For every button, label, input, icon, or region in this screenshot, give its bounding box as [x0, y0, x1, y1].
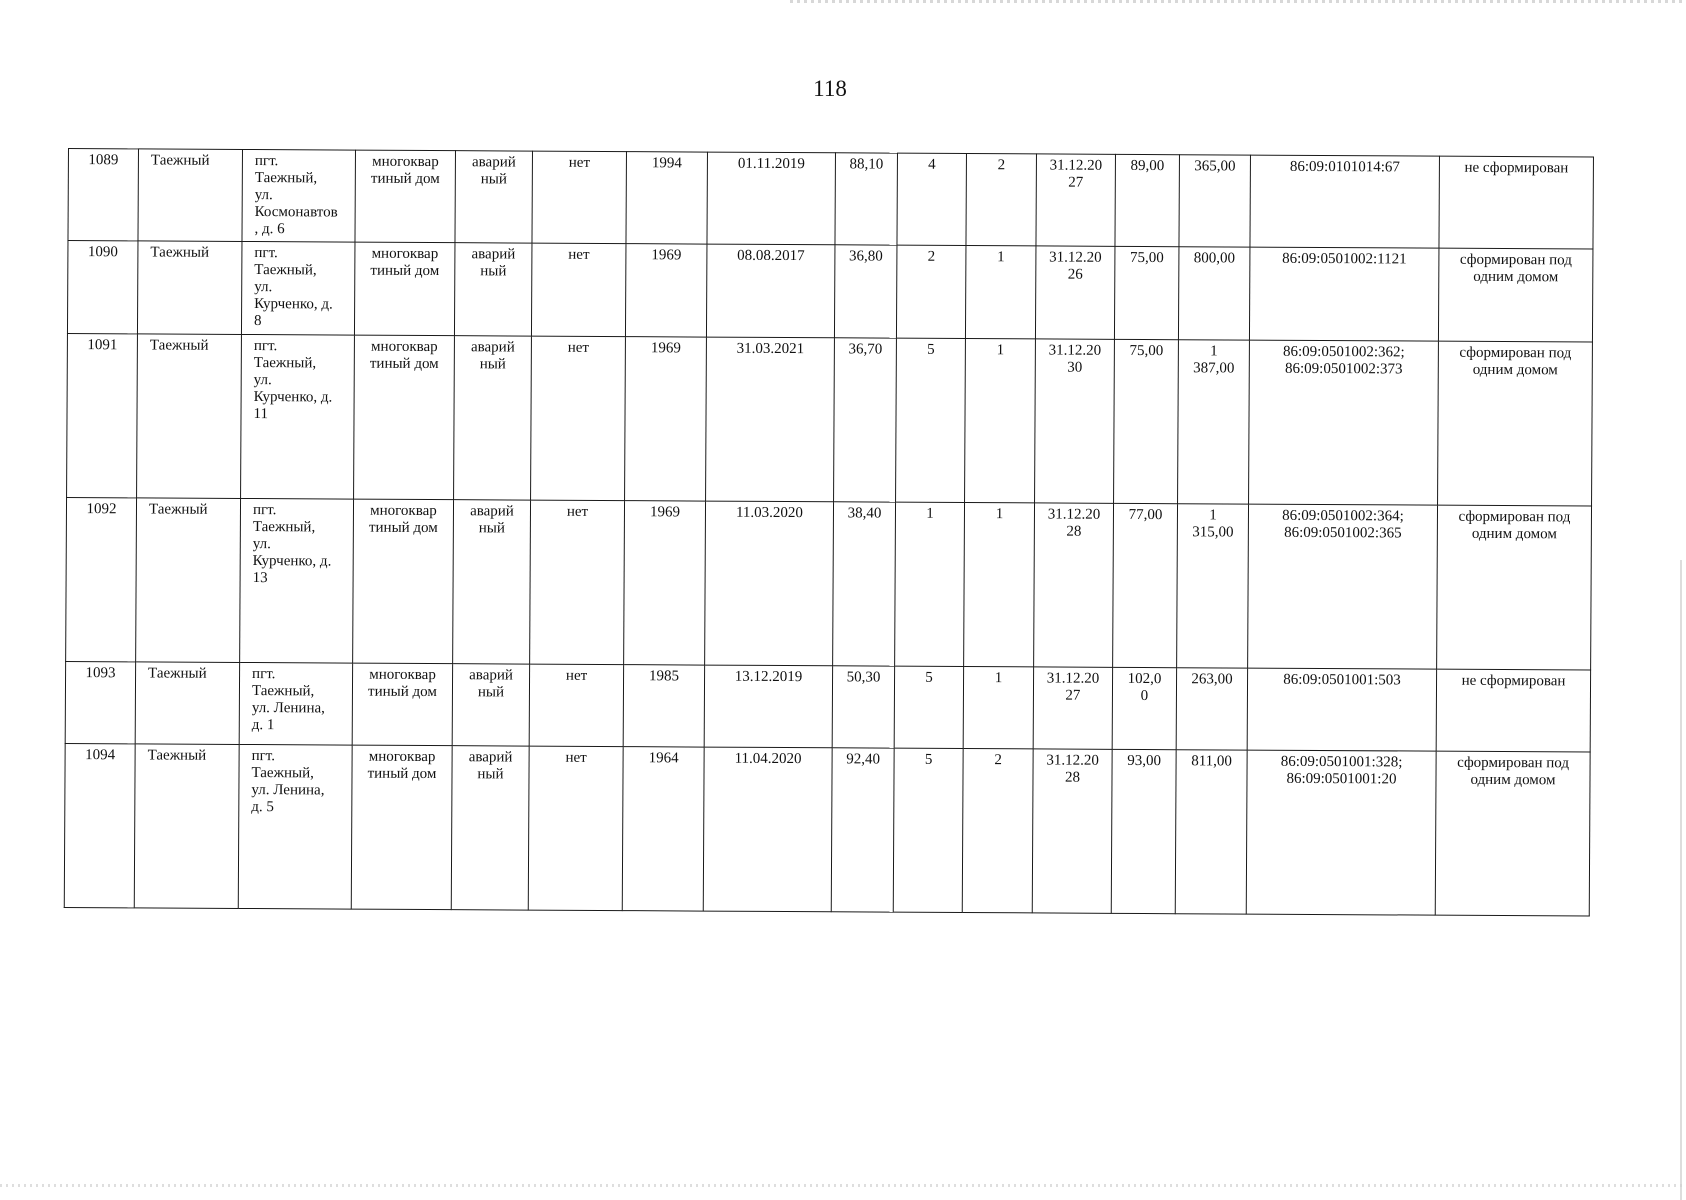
table-row — [65, 661, 1590, 752]
cell-value-1: 75,00 — [1114, 339, 1179, 503]
cell-value-2: 365,00 — [1179, 155, 1251, 247]
cell-house-type: многоквар тиный дом — [351, 745, 452, 910]
cell-land-status: сформирован под одним домом — [1438, 341, 1593, 506]
cell-condition: аварий ный — [454, 336, 532, 500]
cell-year: 1994 — [626, 152, 708, 244]
cell-date: 11.04.2020 — [703, 747, 832, 912]
cell-value-1: 89,00 — [1115, 154, 1180, 246]
cell-count-1: 5 — [894, 666, 963, 748]
cell-count-2: 1 — [963, 667, 1033, 749]
cell-count-2: 1 — [964, 503, 1035, 667]
cell-count-2: 2 — [962, 749, 1033, 913]
cell-year: 1964 — [622, 747, 704, 911]
cell-number: 1092 — [66, 497, 137, 661]
cell-value-2: 800,00 — [1178, 247, 1250, 340]
cell-flag: нет — [530, 500, 625, 665]
cell-count-2: 2 — [966, 154, 1037, 246]
cell-land-status: сформирован под одним домом — [1435, 751, 1590, 916]
cell-settlement: Таежный — [136, 498, 241, 663]
cell-settlement: Таежный — [138, 149, 243, 242]
cell-area: 50,30 — [832, 666, 894, 748]
table-row — [67, 333, 1593, 506]
cell-condition: аварий ный — [455, 151, 533, 243]
cell-value-1: 102,0 0 — [1112, 667, 1176, 749]
cell-flag: нет — [528, 746, 623, 911]
table-row — [66, 497, 1592, 670]
cell-number: 1091 — [67, 333, 138, 497]
cell-settlement: Таежный — [137, 241, 242, 335]
cell-date: 08.08.2017 — [706, 244, 835, 338]
cell-count-1: 4 — [897, 153, 967, 245]
cell-house-type: многоквар тиный дом — [354, 335, 455, 500]
table-row — [67, 241, 1592, 343]
cell-settlement: Таежный — [135, 662, 239, 745]
cell-number: 1090 — [67, 241, 138, 334]
cell-value-2: 1 315,00 — [1177, 504, 1249, 668]
cell-address: пгт. Таежный, ул. Курченко, д. 13 — [240, 498, 354, 663]
housing-table — [64, 148, 1594, 917]
cell-deadline: 31.12.20 27 — [1033, 667, 1112, 749]
cell-deadline: 31.12.20 28 — [1034, 503, 1114, 667]
cell-address: пгт. Таежный, ул. Курченко, д. 11 — [241, 334, 355, 499]
cell-deadline: 31.12.20 26 — [1035, 246, 1115, 339]
cell-number: 1093 — [65, 661, 135, 743]
cell-condition: аварий ный — [454, 243, 532, 336]
cell-count-1: 5 — [896, 338, 966, 502]
cell-value-2: 1 387,00 — [1178, 340, 1250, 504]
cell-deadline: 31.12.20 30 — [1035, 339, 1115, 503]
cell-address: пгт. Таежный, ул. Космонавтов , д. 6 — [242, 149, 356, 242]
cell-settlement: Таежный — [134, 744, 239, 909]
housing-table-wrapper — [64, 148, 1593, 917]
cell-value-2: 263,00 — [1176, 668, 1247, 750]
cell-address: пгт. Таежный, ул. Курченко, д. 8 — [241, 241, 355, 335]
cell-condition: аварий ный — [451, 746, 529, 910]
cell-count-2: 1 — [965, 339, 1036, 503]
cell-house-type: многоквар тиный дом — [355, 150, 456, 243]
cell-year: 1969 — [624, 501, 706, 665]
cell-cadastral: 86:09:0501002:364; 86:09:0501002:365 — [1248, 504, 1438, 669]
cell-area: 36,70 — [834, 338, 897, 502]
cell-flag: нет — [531, 336, 626, 501]
cell-count-1: 1 — [895, 502, 965, 666]
page-number: 118 — [813, 76, 847, 101]
cell-value-1: 77,00 — [1113, 503, 1178, 667]
cell-land-status: не сформирован — [1436, 669, 1590, 752]
cell-flag: нет — [532, 151, 627, 244]
cell-number: 1094 — [64, 743, 135, 907]
cell-count-1: 2 — [896, 245, 966, 338]
scan-edge-right — [1680, 560, 1682, 1200]
cell-flag: нет — [531, 243, 626, 337]
cell-year: 1969 — [625, 337, 707, 501]
cell-cadastral: 86:09:0501001:503 — [1247, 668, 1436, 751]
table-row — [68, 149, 1593, 250]
table-row — [64, 743, 1590, 916]
cell-address: пгт. Таежный, ул. Ленина, д. 1 — [239, 662, 352, 745]
cell-area: 92,40 — [831, 748, 894, 912]
cell-value-2: 811,00 — [1175, 750, 1247, 914]
cell-date: 13.12.2019 — [704, 665, 832, 748]
scan-edge-bottom — [0, 1184, 1686, 1187]
cell-cadastral: 86:09:0501001:328; 86:09:0501001:20 — [1246, 750, 1436, 915]
cell-cadastral: 86:09:0501002:362; 86:09:0501002:373 — [1249, 340, 1439, 505]
cell-deadline: 31.12.20 27 — [1036, 154, 1116, 246]
cell-date: 01.11.2019 — [707, 152, 836, 245]
cell-cadastral: 86:09:0101014:67 — [1250, 155, 1440, 248]
cell-count-2: 1 — [965, 246, 1036, 339]
cell-year: 1985 — [623, 665, 704, 747]
cell-cadastral: 86:09:0501002:1121 — [1249, 247, 1439, 341]
cell-date: 31.03.2021 — [706, 337, 835, 502]
cell-house-type: многоквар тиный дом — [354, 242, 455, 336]
cell-count-1: 5 — [893, 748, 963, 912]
cell-address: пгт. Таежный, ул. Ленина, д. 5 — [238, 744, 352, 909]
cell-value-1: 93,00 — [1111, 749, 1176, 913]
cell-area: 88,10 — [835, 153, 898, 245]
cell-land-status: сформирован под одним домом — [1438, 248, 1593, 342]
cell-deadline: 31.12.20 28 — [1032, 749, 1112, 913]
cell-year: 1969 — [625, 244, 707, 337]
cell-house-type: многоквар тиный дом — [352, 663, 452, 746]
cell-value-1: 75,00 — [1114, 246, 1179, 339]
cell-condition: аварий ный — [453, 500, 531, 664]
cell-flag: нет — [529, 664, 623, 747]
cell-area: 38,40 — [833, 502, 896, 666]
cell-land-status: не сформирован — [1439, 156, 1594, 249]
cell-number: 1089 — [68, 149, 139, 241]
cell-settlement: Таежный — [137, 334, 242, 499]
cell-house-type: многоквар тиный дом — [353, 499, 454, 664]
cell-area: 36,80 — [834, 245, 897, 338]
cell-date: 11.03.2020 — [705, 501, 834, 666]
scan-edge-top — [790, 0, 1686, 3]
cell-condition: аварий ный — [452, 664, 529, 746]
cell-land-status: сформирован под одним домом — [1437, 505, 1592, 670]
